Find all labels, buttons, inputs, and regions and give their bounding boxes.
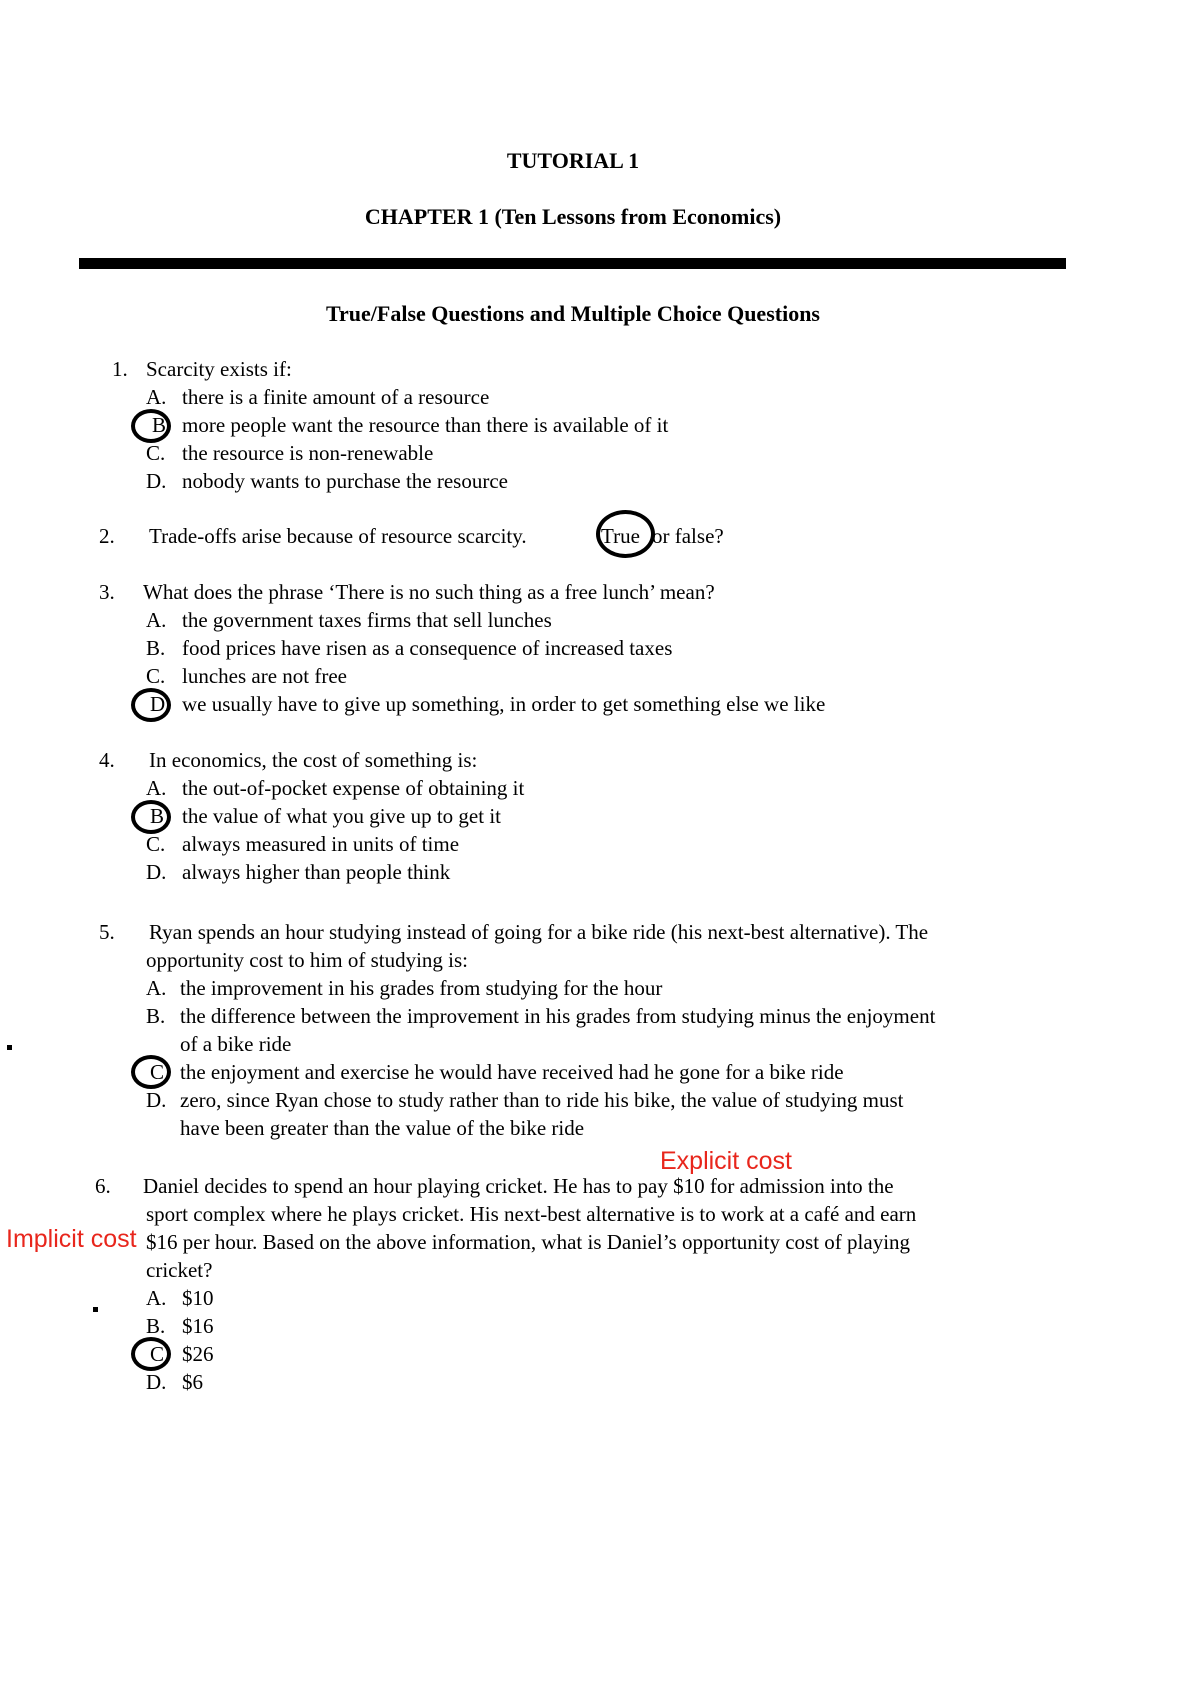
answer-circle — [596, 510, 655, 558]
option-letter: C — [150, 1342, 165, 1366]
option-text: of a bike ride — [180, 1032, 292, 1056]
option-letter: C. — [146, 832, 166, 856]
option-text: $10 — [182, 1286, 214, 1310]
question-number: 3. — [99, 580, 115, 604]
circled-answer-text: True — [601, 524, 640, 548]
answer-circle — [131, 1337, 171, 1371]
question-text: Daniel decides to spend an hour playing cricket. He has to pay $10 for admission into the — [143, 1174, 894, 1198]
option-letter: D — [150, 692, 166, 716]
option-text: the government taxes firms that sell lunches — [182, 608, 552, 632]
option-text: the resource is non-renewable — [182, 441, 434, 465]
answer-circle — [131, 409, 171, 443]
option-letter: A. — [146, 1286, 167, 1310]
question-number: 1. — [112, 357, 128, 381]
question-number: 6. — [95, 1174, 111, 1198]
stray-dot — [93, 1307, 98, 1312]
option-letter: A. — [146, 776, 167, 800]
option-letter: C. — [146, 441, 166, 465]
document-title: TUTORIAL 1 — [506, 148, 640, 173]
question-text: Scarcity exists if: — [146, 357, 292, 381]
answer-circle — [131, 1055, 171, 1089]
option-text: have been greater than the value of the bike ride — [180, 1116, 585, 1140]
implicit-cost-annotation: Implicit cost — [6, 1225, 137, 1253]
question-number: 4. — [99, 748, 115, 772]
heading-divider — [79, 258, 1066, 269]
option-letter: A. — [146, 385, 167, 409]
question-text: cricket? — [146, 1258, 213, 1282]
option-text: nobody wants to purchase the resource — [182, 469, 508, 493]
option-text: the value of what you give up to get it — [182, 804, 502, 828]
option-letter: B. — [146, 1314, 166, 1338]
option-letter: B. — [146, 1004, 166, 1028]
option-letter: B. — [146, 636, 166, 660]
option-text: more people want the resource than there is available of it — [182, 413, 669, 437]
option-letter: D. — [146, 860, 167, 884]
option-letter: C. — [146, 664, 166, 688]
option-text: always higher than people think — [182, 860, 451, 884]
option-text: food prices have risen as a consequence of increased taxes — [182, 636, 673, 660]
section-heading: True/False Questions and Multiple Choice Questions — [325, 301, 820, 326]
answer-circle — [131, 800, 171, 834]
option-letter: B — [150, 804, 165, 828]
option-letter: A. — [146, 976, 167, 1000]
question-number: 2. — [99, 524, 115, 548]
question-text: opportunity cost to him of studying is: — [146, 948, 469, 972]
option-text: the out-of-pocket expense of obtaining it — [182, 776, 525, 800]
explicit-cost-annotation: Explicit cost — [660, 1147, 792, 1175]
question-text: sport complex where he plays cricket. His next-best alternative is to work at a café and earn — [146, 1202, 917, 1226]
option-letter: D. — [146, 1370, 167, 1394]
option-text: the improvement in his grades from studying for the hour — [180, 976, 663, 1000]
answer-circle — [131, 688, 171, 722]
option-letter: C — [150, 1060, 165, 1084]
option-letter: D. — [146, 469, 167, 493]
option-text: there is a finite amount of a resource — [182, 385, 490, 409]
stray-dot — [7, 1045, 12, 1050]
option-text: $16 — [182, 1314, 214, 1338]
option-letter: D. — [146, 1088, 167, 1112]
option-text: the enjoyment and exercise he would have received had he gone for a bike ride — [180, 1060, 844, 1084]
option-text: $26 — [182, 1342, 214, 1366]
option-text: the difference between the improvement in his grades from studying minus the enjoyment — [180, 1004, 936, 1028]
question-text: or false? — [652, 524, 724, 548]
option-text: lunches are not free — [182, 664, 347, 688]
chapter-heading: CHAPTER 1 (Ten Lessons from Economics) — [364, 204, 782, 229]
option-text: always measured in units of time — [182, 832, 460, 856]
option-letter: A. — [146, 608, 167, 632]
question-text: $16 per hour. Based on the above information, what is Daniel’s opportunity cost of playing — [146, 1230, 911, 1254]
option-text: we usually have to give up something, in order to get something else we like — [182, 692, 826, 716]
question-number: 5. — [99, 920, 115, 944]
option-text: $6 — [182, 1370, 203, 1394]
question-text: Ryan spends an hour studying instead of going for a bike ride (his next-best alternative). The — [149, 920, 929, 944]
option-text: zero, since Ryan chose to study rather than to ride his bike, the value of studying must — [180, 1088, 904, 1112]
question-text: What does the phrase ‘There is no such thing as a free lunch’ mean? — [143, 580, 715, 604]
question-text: Trade-offs arise because of resource scarcity. — [149, 524, 527, 548]
question-text: In economics, the cost of something is: — [149, 748, 478, 772]
option-letter: B — [152, 413, 167, 437]
